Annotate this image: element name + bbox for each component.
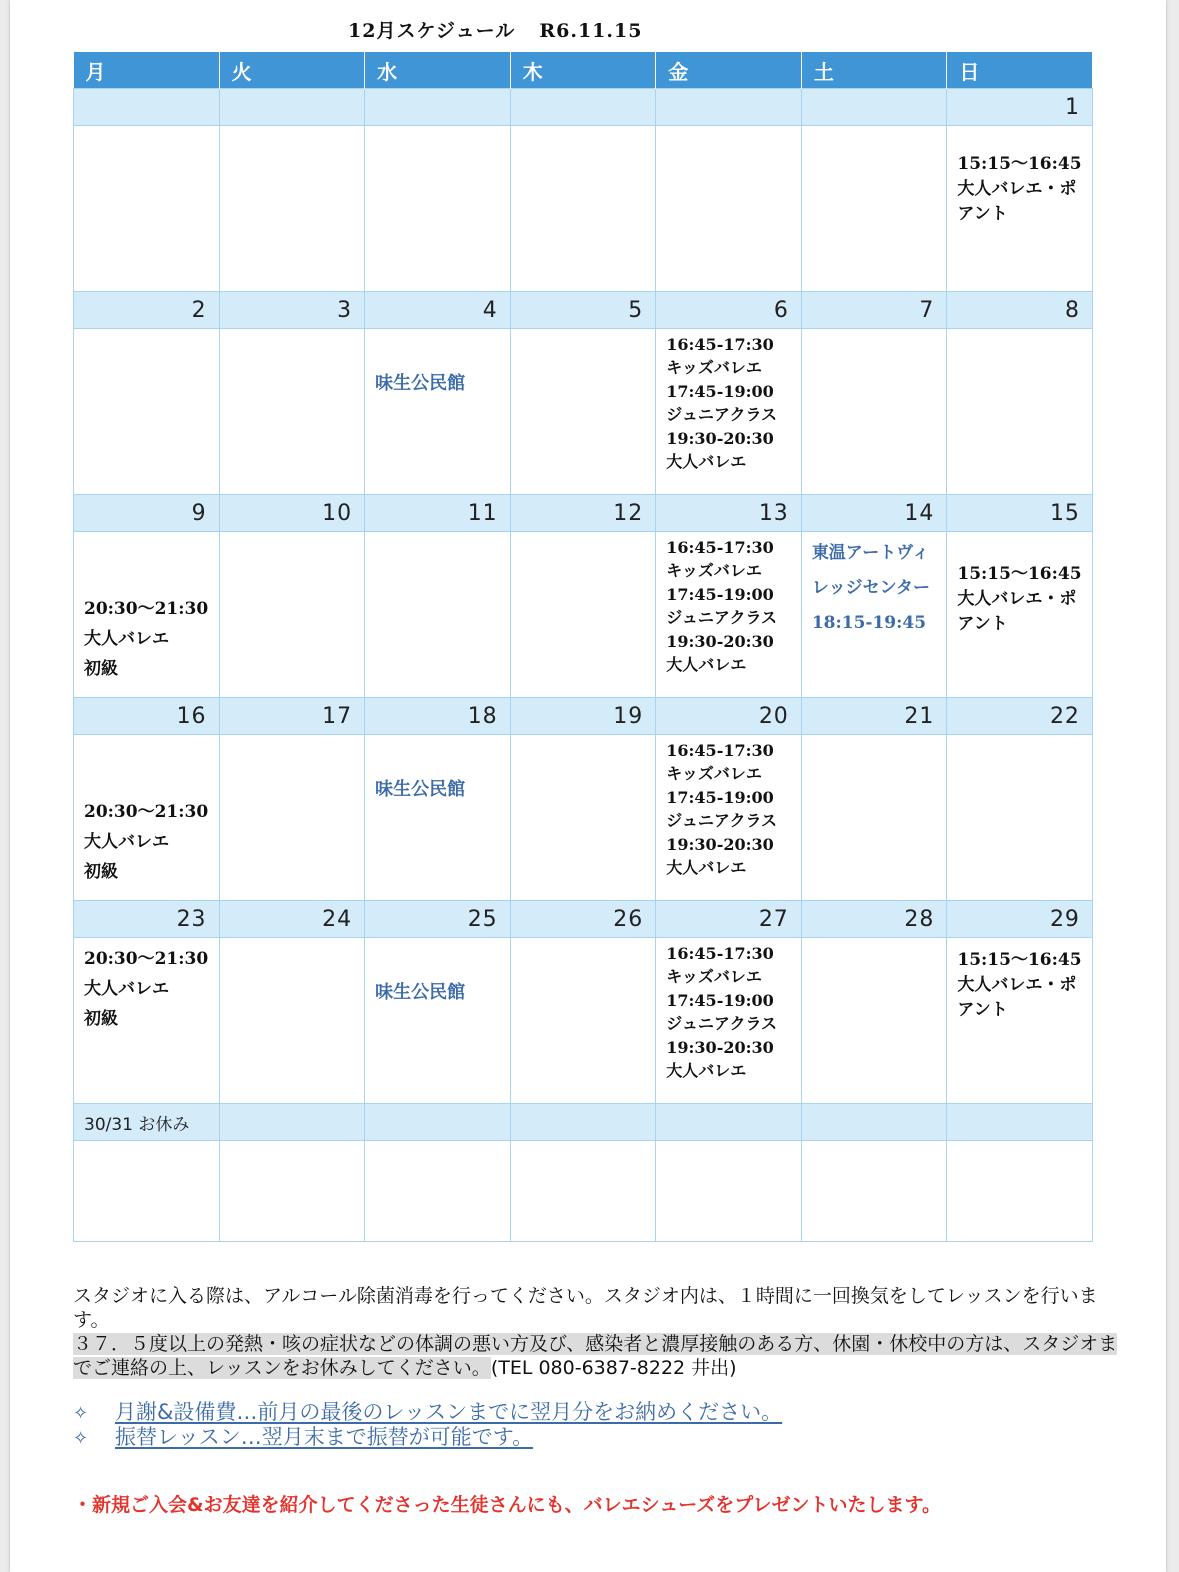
friday-classes	[666, 333, 797, 473]
event-class: 大人バレエ	[666, 655, 747, 675]
event-class-cont: アント	[957, 614, 1008, 634]
saturday-venue-event	[812, 536, 943, 641]
event-time: 17:45-19:00	[666, 381, 774, 401]
weekday-sun: 日	[947, 52, 1093, 89]
date-cell	[365, 1104, 511, 1141]
fee-notes	[73, 1400, 782, 1450]
day-cell	[947, 1141, 1093, 1242]
event-class: 大人バレエ	[84, 979, 169, 999]
weekday-header	[74, 52, 1093, 89]
day-cell	[365, 1141, 511, 1242]
venue-event: 味生公民館	[375, 373, 466, 394]
day-cell	[947, 126, 1093, 292]
monday-beginner-event	[84, 944, 215, 1034]
sunday-pointe-event	[957, 562, 1088, 637]
date-cell: 20	[656, 698, 802, 735]
notice-sanitize: スタジオに入る際は、アルコール除菌消毒を行ってください。スタジオ内は、１時間に一回換気をしてレッスンを行います。	[73, 1285, 1098, 1331]
sunday-pointe-event	[957, 152, 1088, 227]
date-cell	[801, 1104, 947, 1141]
event-time: 19:30-20:30	[666, 834, 774, 854]
date-cell: 18	[365, 698, 511, 735]
day-cell	[656, 532, 802, 698]
date-row	[74, 89, 1093, 126]
event-venue-cont: レッジセンター	[811, 578, 930, 598]
event-time: 16:45-17:30	[666, 538, 774, 557]
day-cell	[801, 329, 947, 495]
date-row	[74, 1104, 1093, 1141]
day-cell	[219, 938, 365, 1104]
event-time: 19:30-20:30	[666, 428, 774, 448]
event-time: 17:45-19:00	[666, 787, 774, 807]
date-cell	[74, 89, 220, 126]
day-cell	[74, 532, 220, 698]
weekday-fri: 金	[656, 52, 802, 89]
date-row	[74, 698, 1093, 735]
day-cell	[74, 126, 220, 292]
event-time: 15:15〜16:45	[957, 950, 1082, 970]
event-time: 19:30-20:30	[666, 1037, 774, 1057]
weekday-tue: 火	[219, 52, 365, 89]
event-time: 17:45-19:00	[666, 990, 774, 1010]
day-cell	[801, 532, 947, 698]
bullet-item	[73, 1400, 782, 1425]
day-cell	[510, 126, 656, 292]
date-cell: 26	[510, 901, 656, 938]
event-class: キッズバレエ	[666, 764, 762, 784]
day-cell	[947, 329, 1093, 495]
monday-beginner-event	[84, 594, 215, 684]
monday-beginner-event	[84, 797, 215, 887]
date-cell	[656, 1104, 802, 1141]
bullet-text: 振替レッスン…翌月末まで振替が可能です。	[115, 1425, 534, 1449]
date-cell: 4	[365, 292, 511, 329]
event-class: 大人バレエ・ポ	[957, 975, 1077, 995]
date-cell: 23	[74, 901, 220, 938]
date-cell: 22	[947, 698, 1093, 735]
date-cell: 3	[219, 292, 365, 329]
day-cell	[365, 735, 511, 901]
notice-health	[73, 1332, 1133, 1380]
day-cell	[510, 532, 656, 698]
date-row	[74, 901, 1093, 938]
event-class: キッズバレエ	[666, 967, 762, 987]
date-cell: 28	[801, 901, 947, 938]
date-cell: 10	[219, 495, 365, 532]
date-cell: 11	[365, 495, 511, 532]
date-cell	[801, 89, 947, 126]
date-cell: 25	[365, 901, 511, 938]
day-cell	[947, 938, 1093, 1104]
event-time: 16:45-17:30	[666, 944, 774, 963]
friday-classes	[666, 739, 797, 879]
date-row	[74, 495, 1093, 532]
event-class: ジュニアクラス	[666, 608, 777, 628]
date-cell: 8	[947, 292, 1093, 329]
event-row	[74, 329, 1093, 495]
date-cell	[219, 1104, 365, 1141]
day-cell	[801, 938, 947, 1104]
event-class: 大人バレエ・ポ	[957, 589, 1077, 609]
date-cell: 21	[801, 698, 947, 735]
date-cell: 7	[801, 292, 947, 329]
event-row	[74, 532, 1093, 698]
day-cell	[656, 735, 802, 901]
date-cell: 9	[74, 495, 220, 532]
date-cell	[656, 89, 802, 126]
weekday-sat: 土	[801, 52, 947, 89]
event-class: 大人バレエ	[666, 452, 747, 472]
day-cell	[510, 735, 656, 901]
event-class-cont: アント	[957, 1000, 1008, 1020]
day-cell	[365, 329, 511, 495]
date-cell: 12	[510, 495, 656, 532]
venue-event: 味生公民館	[375, 982, 466, 1003]
day-cell	[219, 329, 365, 495]
day-cell	[74, 329, 220, 495]
date-cell: 27	[656, 901, 802, 938]
event-time: 16:45-17:30	[666, 335, 774, 354]
venue-event: 味生公民館	[375, 779, 466, 800]
date-cell: 19	[510, 698, 656, 735]
date-cell	[510, 89, 656, 126]
event-class: 大人バレエ	[84, 832, 169, 852]
notice-health-text: ３７．５度以上の発熱・咳の症状などの体調の悪い方及び、感染者と濃厚接触のある方、休園・休校中の方は、スタジオまでご連絡の上、レッスンをお休みしてください。	[73, 1333, 1118, 1379]
day-cell	[801, 1141, 947, 1242]
day-cell	[801, 735, 947, 901]
date-cell: 6	[656, 292, 802, 329]
date-cell: 15	[947, 495, 1093, 532]
date-cell	[947, 1104, 1093, 1141]
date-cell: 1	[947, 89, 1093, 126]
sparkle-icon: ✧	[73, 1403, 89, 1424]
day-cell	[219, 1141, 365, 1242]
day-cell	[365, 126, 511, 292]
date-cell: 29	[947, 901, 1093, 938]
event-time: 16:45-17:30	[666, 741, 774, 760]
event-venue: 東温アートヴィ	[811, 543, 930, 563]
event-time: 20:30〜21:30	[84, 949, 209, 969]
friday-classes	[666, 536, 797, 676]
event-class: ジュニアクラス	[666, 405, 777, 425]
event-time: 15:15〜16:45	[957, 564, 1082, 584]
event-row	[74, 1141, 1093, 1242]
event-class: ジュニアクラス	[666, 1014, 777, 1034]
weekday-wed: 水	[365, 52, 511, 89]
date-cell: 16	[74, 698, 220, 735]
promotion-notice: ・新規ご入会&お友達を紹介してくださった生徒さんにも、バレエシューズをプレゼントいたします。	[73, 1494, 941, 1516]
sunday-pointe-event	[957, 948, 1088, 1023]
day-cell	[365, 532, 511, 698]
date-cell: 13	[656, 495, 802, 532]
day-cell	[510, 938, 656, 1104]
day-cell	[510, 329, 656, 495]
date-cell: 5	[510, 292, 656, 329]
event-time: 20:30〜21:30	[84, 802, 209, 822]
date-cell: 17	[219, 698, 365, 735]
event-class: ジュニアクラス	[666, 811, 777, 831]
event-class: 大人バレエ	[666, 1061, 747, 1081]
event-time: 17:45-19:00	[666, 584, 774, 604]
day-cell	[947, 532, 1093, 698]
sparkle-icon: ✧	[73, 1428, 89, 1449]
event-level: 初級	[84, 659, 118, 679]
day-cell	[656, 938, 802, 1104]
calendar-table	[73, 52, 1093, 1242]
day-cell	[656, 1141, 802, 1242]
event-class: キッズバレエ	[666, 561, 762, 581]
day-cell	[74, 1141, 220, 1242]
date-cell	[219, 89, 365, 126]
day-cell	[947, 735, 1093, 901]
event-class: 大人バレエ	[666, 858, 747, 878]
event-row	[74, 735, 1093, 901]
day-cell	[365, 938, 511, 1104]
day-cell	[801, 126, 947, 292]
event-class: 大人バレエ・ポ	[957, 179, 1077, 199]
title-main: 12月スケジュール	[348, 20, 516, 42]
day-cell	[656, 329, 802, 495]
bullet-text: 月謝&設備費…前月の最後のレッスンまでに翌月分をお納めください。	[115, 1400, 783, 1424]
day-cell	[510, 1141, 656, 1242]
event-level: 初級	[84, 1009, 118, 1029]
day-cell	[74, 735, 220, 901]
event-time: 19:30-20:30	[666, 631, 774, 651]
event-time: 15:15〜16:45	[957, 154, 1082, 174]
event-class-cont: アント	[957, 204, 1008, 224]
event-row	[74, 938, 1093, 1104]
date-cell: 2	[74, 292, 220, 329]
date-cell: 24	[219, 901, 365, 938]
weekday-mon: 月	[74, 52, 220, 89]
event-class: 大人バレエ	[84, 629, 169, 649]
safety-notice	[73, 1284, 1133, 1380]
notice-contact: (TEL 080-6387-8222 井出)	[490, 1357, 737, 1379]
event-time: 20:30〜21:30	[84, 599, 209, 619]
day-cell	[656, 126, 802, 292]
weekday-thu: 木	[510, 52, 656, 89]
date-row	[74, 292, 1093, 329]
event-row	[74, 126, 1093, 292]
page-title	[348, 16, 642, 43]
title-revision: R6.11.15	[539, 20, 643, 42]
friday-classes	[666, 942, 797, 1082]
event-time: 18:15-19:45	[811, 613, 927, 633]
day-cell	[219, 532, 365, 698]
event-level: 初級	[84, 862, 118, 882]
day-cell	[219, 735, 365, 901]
schedule-page	[10, 0, 1166, 1572]
day-cell	[74, 938, 220, 1104]
bullet-item	[73, 1425, 782, 1450]
event-class: キッズバレエ	[666, 358, 762, 378]
date-cell	[365, 89, 511, 126]
date-cell	[510, 1104, 656, 1141]
holiday-note: 30/31 お休み	[74, 1104, 220, 1141]
day-cell	[219, 126, 365, 292]
date-cell: 14	[801, 495, 947, 532]
